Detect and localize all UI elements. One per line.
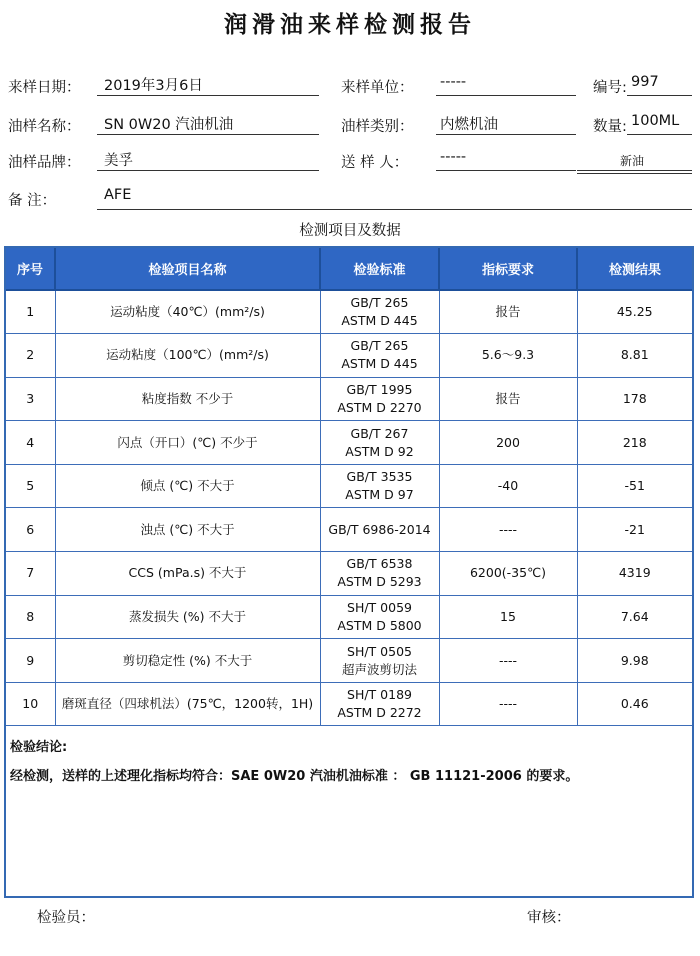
table-row [6, 639, 692, 683]
cell-item: 倾点 (℃) 不大于 [55, 464, 320, 508]
report-box [4, 246, 694, 898]
table-header-row [6, 248, 692, 290]
table-row [6, 595, 692, 639]
cell-requirement: 报告 [439, 377, 577, 421]
oil-brand-value: 美孚 [104, 153, 133, 169]
cell-standard [320, 464, 439, 508]
standard-line-1: GB/T 265 [350, 295, 409, 311]
cell-result: 0.46 [577, 682, 692, 726]
standard-line-1: SH/T 0059 [347, 599, 412, 615]
cell-requirement: 6200(-35℃) [439, 552, 577, 596]
sample-date-label: 来样日期： [8, 80, 81, 96]
table-row [6, 552, 692, 596]
test-data-table [6, 248, 692, 726]
cell-requirement: ---- [439, 508, 577, 552]
remark-label: 备 注： [8, 193, 57, 209]
table-row [6, 464, 692, 508]
cell-standard [320, 682, 439, 726]
reviewer-label: 审核： [527, 910, 571, 926]
standard-line-2: 超声波剪切法 [341, 661, 417, 677]
cell-no: 8 [6, 595, 55, 639]
quantity-label: 数量: [593, 119, 627, 135]
standard-line-1: GB/T 265 [350, 338, 409, 354]
standard-line-1: SH/T 0505 [347, 643, 412, 659]
info-row-1 [0, 70, 700, 100]
cell-standard [320, 377, 439, 421]
cell-no: 5 [6, 464, 55, 508]
cell-result: -21 [577, 508, 692, 552]
cell-standard [320, 552, 439, 596]
conclusion-text: 经检测，送样的上述理化指标均符合：SAE 0W20 汽油机油标准 ： GB 11121-2006 的要求。 [10, 769, 579, 784]
cell-no: 9 [6, 639, 55, 683]
cell-standard [320, 595, 439, 639]
cell-requirement: ---- [439, 682, 577, 726]
standard-line-2: ASTM D 5800 [337, 617, 422, 633]
cell-requirement: 报告 [439, 290, 577, 334]
cell-item: 蒸发损失 (%) 不大于 [55, 595, 320, 639]
col-header-standard: 检验标准 [320, 248, 439, 290]
cell-requirement: 200 [439, 421, 577, 465]
oil-brand-label: 油样品牌： [8, 155, 81, 171]
standard-line-1: SH/T 0189 [347, 687, 412, 703]
sender-underline [436, 170, 576, 171]
oil-condition-underline-2 [577, 173, 692, 174]
oil-name-label: 油样名称： [8, 119, 81, 135]
oil-condition-value: 新油 [620, 154, 645, 168]
sample-unit-label: 来样单位： [341, 80, 414, 96]
cell-result: 9.98 [577, 639, 692, 683]
sender-value: ----- [440, 149, 467, 165]
cell-item: 粘度指数 不少于 [55, 377, 320, 421]
quantity-underline [627, 134, 692, 135]
standard-line-1: GB/T 6538 [346, 556, 413, 572]
col-header-item: 检验项目名称 [55, 248, 320, 290]
cell-no: 6 [6, 508, 55, 552]
cell-standard [320, 639, 439, 683]
cell-no: 3 [6, 377, 55, 421]
standard-line-2: ASTM D 92 [345, 443, 414, 459]
inspector-label: 检验员： [37, 910, 95, 926]
sample-date-value: 2019年3月6日 [104, 78, 203, 94]
standard-line-2: ASTM D 5293 [337, 574, 422, 590]
cell-no: 4 [6, 421, 55, 465]
table-row [6, 421, 692, 465]
cell-requirement: 15 [439, 595, 577, 639]
quantity-value: 100ML [631, 113, 680, 129]
standard-line-1: GB/T 1995 [346, 381, 413, 397]
cell-no: 10 [6, 682, 55, 726]
sample-unit-value: ----- [440, 74, 467, 90]
cell-item: CCS (mPa.s) 不大于 [55, 552, 320, 596]
info-row-2 [0, 109, 700, 139]
info-row-3 [0, 145, 700, 175]
oil-brand-underline [97, 170, 319, 171]
standard-line-2: ASTM D 2272 [337, 705, 422, 721]
cell-result: 178 [577, 377, 692, 421]
cell-item: 运动粘度（40℃）(mm²/s) [55, 290, 320, 334]
oil-category-underline [436, 134, 576, 135]
sample-unit-underline [436, 95, 576, 96]
table-row [6, 508, 692, 552]
conclusion-title: 检验结论: [10, 740, 68, 755]
cell-result: 7.64 [577, 595, 692, 639]
cell-requirement: -40 [439, 464, 577, 508]
standard-line-1: GB/T 3535 [346, 469, 413, 485]
cell-requirement: 5.6～9.3 [439, 334, 577, 378]
standard-line-2: ASTM D 97 [345, 487, 414, 503]
sender-label: 送 样 人： [341, 155, 409, 171]
cell-item: 浊点 (℃) 不大于 [55, 508, 320, 552]
number-value: 997 [631, 74, 659, 90]
sample-date-underline [97, 95, 319, 96]
standard-line-1: GB/T 267 [350, 425, 409, 441]
cell-standard [320, 334, 439, 378]
remark-underline [97, 209, 692, 210]
conclusion-section [6, 729, 692, 791]
cell-item: 运动粘度（100℃）(mm²/s) [55, 334, 320, 378]
report-title: 润滑油来样检测报告 [224, 11, 476, 38]
cell-standard [320, 421, 439, 465]
cell-standard [320, 290, 439, 334]
standard-line-2: ASTM D 445 [341, 356, 418, 372]
number-label: 编号: [593, 80, 627, 96]
number-underline [627, 95, 692, 96]
oil-category-value: 内燃机油 [440, 117, 498, 133]
table-row [6, 334, 692, 378]
cell-no: 1 [6, 290, 55, 334]
cell-result: 8.81 [577, 334, 692, 378]
info-row-4 [0, 183, 700, 213]
standard-line-2: ASTM D 445 [341, 313, 418, 329]
table-row [6, 290, 692, 334]
oil-category-label: 油样类别： [341, 119, 414, 135]
cell-result: 4319 [577, 552, 692, 596]
cell-standard: GB/T 6986-2014 [320, 508, 439, 552]
col-header-requirement: 指标要求 [439, 248, 577, 290]
table-row [6, 377, 692, 421]
cell-requirement: ---- [439, 639, 577, 683]
standard-line-2: ASTM D 2270 [337, 399, 422, 415]
col-header-no: 序号 [6, 248, 55, 290]
section-title: 检测项目及数据 [299, 223, 401, 239]
cell-result: 45.25 [577, 290, 692, 334]
col-header-result: 检测结果 [577, 248, 692, 290]
cell-item: 磨斑直径（四球机法）(75℃，1200转，1H) [55, 682, 320, 726]
cell-item: 闪点（开口）(℃) 不少于 [55, 421, 320, 465]
cell-no: 7 [6, 552, 55, 596]
cell-item: 剪切稳定性 (%) 不大于 [55, 639, 320, 683]
oil-name-underline [97, 134, 319, 135]
table-row [6, 682, 692, 726]
cell-no: 2 [6, 334, 55, 378]
oil-condition-underline [577, 170, 692, 171]
remark-value: AFE [104, 187, 132, 203]
cell-result: -51 [577, 464, 692, 508]
oil-name-value: SN 0W20 汽油机油 [104, 117, 234, 133]
cell-result: 218 [577, 421, 692, 465]
